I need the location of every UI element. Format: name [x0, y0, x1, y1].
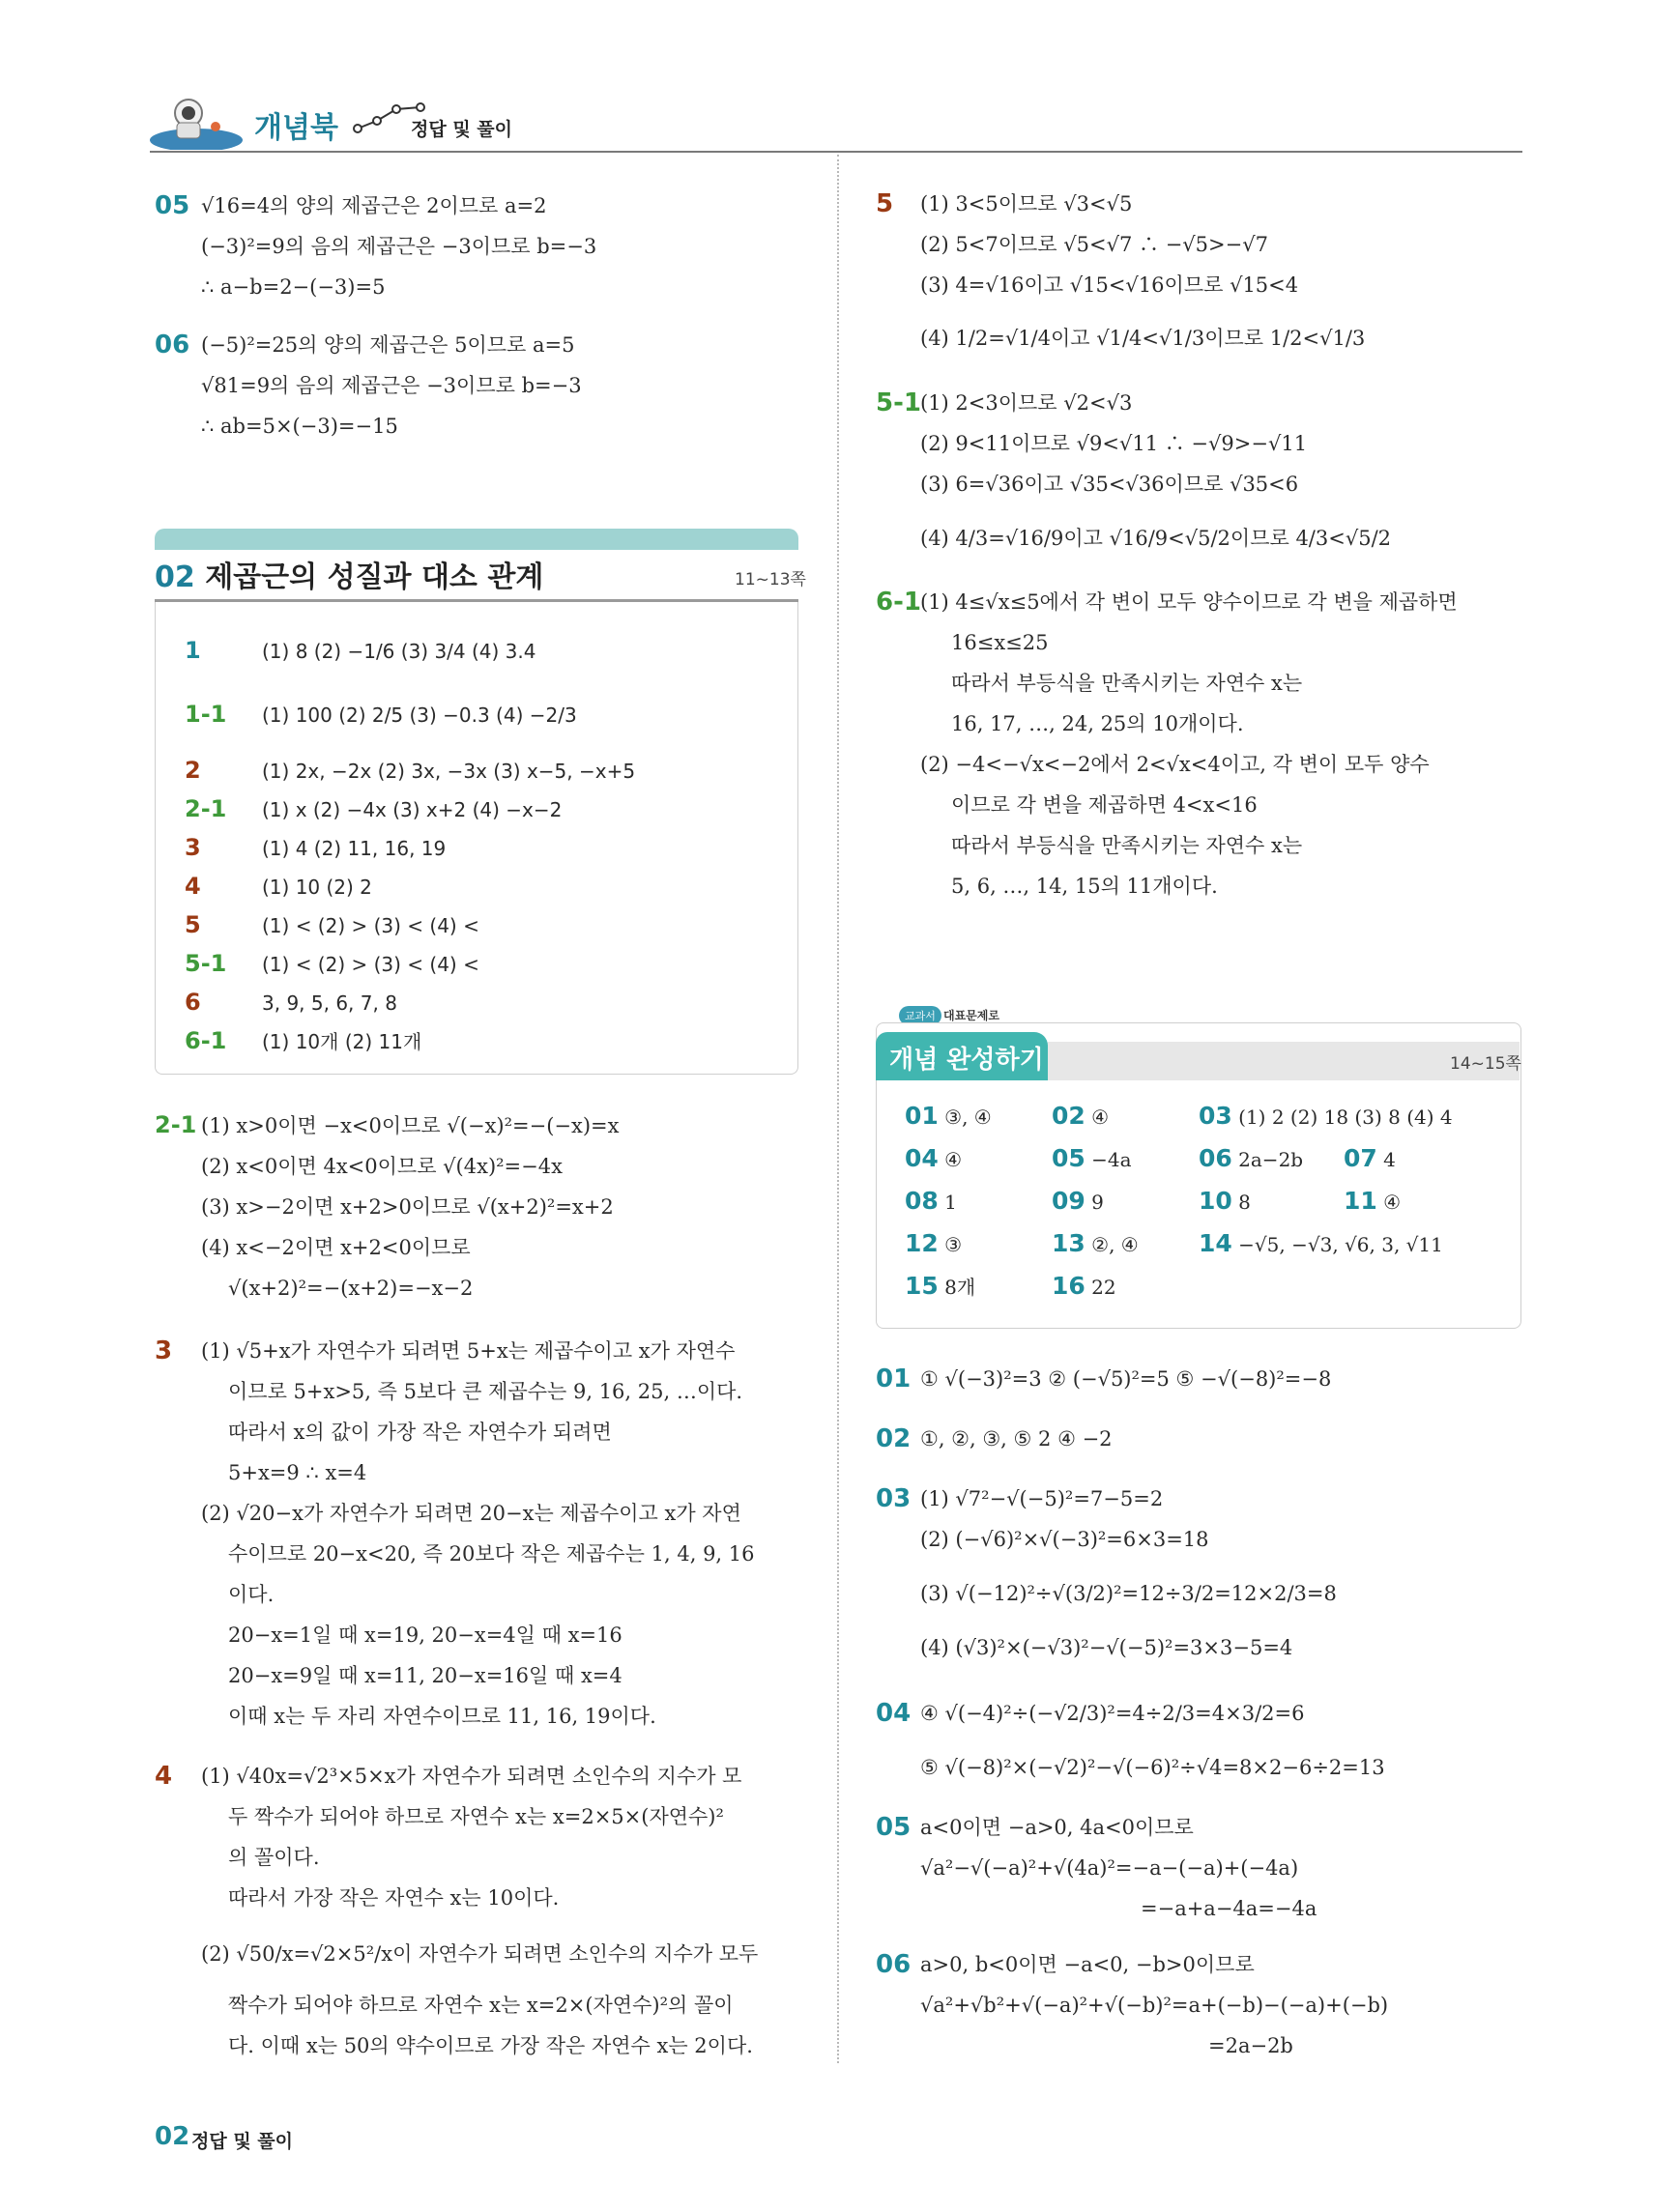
solution-line: 수이므로 20−x<20, 즉 20보다 작은 제곱수는 1, 4, 9, 16: [228, 1542, 755, 1566]
solution-line: (1) √7²−√(−5)²=7−5=2: [920, 1487, 1164, 1510]
solution-line: ∴ a−b=2−(−3)=5: [201, 275, 386, 299]
section-title-text: 제곱근의 성질과 대소 관계: [205, 560, 544, 594]
solution-line: 따라서 부등식을 만족시키는 자연수 x는: [951, 672, 1303, 695]
answer-text: (1) 2x, −2x (2) 3x, −3x (3) x−5, −x+5: [262, 760, 636, 783]
solution-line: 의 꼴이다.: [228, 1846, 320, 1869]
page-number: 02: [155, 2122, 190, 2151]
solution-line: 두 짝수가 되어야 하므로 자연수 x는 x=2×5×(자연수)²: [228, 1805, 724, 1828]
solution-line: √a²−√(−a)²+√(4a)²=−a−(−a)+(−4a): [920, 1856, 1299, 1880]
concept-band: [1048, 1042, 1520, 1080]
solution-line: (3) √(−12)²÷√(3/2)²=12÷3/2=12×2/3=8: [920, 1582, 1337, 1605]
solution-line: (3) 6=√36이고 √35<√36이므로 √35<6: [920, 473, 1299, 496]
concept-answer: 16 22: [1052, 1272, 1116, 1300]
answer-number: 2-1: [185, 795, 227, 822]
section-pages: 11~13쪽: [735, 570, 806, 589]
answer-text: 3, 9, 5, 6, 7, 8: [262, 991, 397, 1015]
solution-number: 5: [876, 189, 894, 218]
solution-line: (4) x<−2이면 x+2<0이므로: [201, 1236, 471, 1259]
solution-line: 20−x=9일 때 x=11, 20−x=16일 때 x=4: [228, 1664, 622, 1687]
answer-number: 3: [185, 834, 201, 861]
solution-line: (2) x<0이면 4x<0이므로 √(4x)²=−4x: [201, 1155, 563, 1178]
concept-answer: 11 ④: [1344, 1187, 1402, 1215]
solution-number: 05: [876, 1813, 912, 1842]
concept-answer: 07 4: [1344, 1144, 1396, 1172]
concept-answer: 09 9: [1052, 1187, 1104, 1215]
solution-line: ①, ②, ③, ⑤ 2 ④ −2: [920, 1427, 1113, 1451]
solution-line: (2) −4<−√x<−2에서 2<√x<4이고, 각 변이 모두 양수: [920, 753, 1430, 776]
section-answer-box: [155, 602, 798, 1075]
solution-line: 이다.: [228, 1583, 275, 1606]
solution-line: 5+x=9 ∴ x=4: [228, 1461, 367, 1484]
solution-number: 4: [155, 1762, 173, 1791]
concept-answer: 03 (1) 2 (2) 18 (3) 8 (4) 4: [1199, 1102, 1453, 1130]
solution-number: 6-1: [876, 588, 921, 617]
solution-line: a<0이면 −a>0, 4a<0이므로: [920, 1816, 1194, 1839]
concept-answer: 05 −4a: [1052, 1144, 1132, 1172]
concept-answer: 08 1: [905, 1187, 957, 1215]
solution-line: (1) 2<3이므로 √2<√3: [920, 391, 1133, 415]
solution-line: ① √(−3)²=3 ② (−√5)²=5 ⑤ −√(−8)²=−8: [920, 1367, 1332, 1391]
solution-line: 따라서 가장 작은 자연수 x는 10이다.: [228, 1886, 560, 1910]
concept-answer: 14 −√5, −√3, √6, 3, √11: [1199, 1229, 1443, 1257]
answer-number: 6-1: [185, 1027, 227, 1054]
concept-answer: 06 2a−2b: [1199, 1144, 1304, 1172]
solution-line: 16, 17, …, 24, 25의 10개이다.: [951, 712, 1244, 735]
answer-text: (1) 100 (2) 2/5 (3) −0.3 (4) −2/3: [262, 704, 577, 727]
solution-number: 5-1: [876, 388, 921, 417]
solution-line: (1) √5+x가 자연수가 되려면 5+x는 제곱수이고 x가 자연수: [201, 1339, 736, 1363]
header-rule: [150, 151, 1522, 153]
answer-text: (1) 8 (2) −1/6 (3) 3/4 (4) 3.4: [262, 640, 536, 663]
solution-line: 따라서 부등식을 만족시키는 자연수 x는: [951, 834, 1303, 857]
solution-line: a>0, b<0이면 −a<0, −b>0이므로: [920, 1953, 1255, 1976]
answer-text: (1) x (2) −4x (3) x+2 (4) −x−2: [262, 798, 563, 821]
answer-number: 5: [185, 911, 201, 938]
solution-line: (2) √50/x=√2×5²/x이 자연수가 되려면 소인수의 지수가 모두: [201, 1942, 759, 1966]
solution-number: 06: [155, 330, 190, 359]
solution-line: 다. 이때 x는 50의 약수이므로 가장 작은 자연수 x는 2이다.: [228, 2034, 753, 2057]
column-divider: [837, 155, 839, 2063]
concept-answer: 15 8개: [905, 1272, 976, 1300]
solution-line: (−5)²=25의 양의 제곱근은 5이므로 a=5: [201, 333, 575, 357]
solution-line: 20−x=1일 때 x=19, 20−x=4일 때 x=16: [228, 1623, 622, 1647]
solution-line: √16=4의 양의 제곱근은 2이므로 a=2: [201, 194, 547, 217]
rep-problem-badge: 대표문제로: [943, 1009, 999, 1022]
answer-number: 2: [185, 757, 201, 784]
answer-number: 1: [185, 637, 201, 664]
concept-answer: 10 8: [1199, 1187, 1251, 1215]
solution-number: 06: [876, 1950, 912, 1979]
solution-number: 03: [876, 1484, 912, 1513]
concept-answer: 04 ④: [905, 1144, 963, 1172]
solution-line: 짝수가 되어야 하므로 자연수 x는 x=2×(자연수)²의 꼴이: [228, 1994, 734, 2017]
solution-line: (−3)²=9의 음의 제곱근은 −3이므로 b=−3: [201, 235, 597, 258]
solution-number: 3: [155, 1336, 173, 1365]
answer-number: 1-1: [185, 701, 227, 728]
solution-line: =2a−2b: [1208, 2034, 1293, 2057]
solution-number: 2-1: [155, 1111, 197, 1138]
solution-line: (2) √20−x가 자연수가 되려면 20−x는 제곱수이고 x가 자연: [201, 1502, 741, 1525]
solution-line: (1) 4≤√x≤5에서 각 변이 모두 양수이므로 각 변을 제곱하면: [920, 590, 1458, 614]
solution-line: (2) 9<11이므로 √9<√11 ∴ −√9>−√11: [920, 432, 1308, 455]
solution-line: (2) 5<7이므로 √5<√7 ∴ −√5>−√7: [920, 233, 1268, 256]
solution-line: (3) 4=√16이고 √15<√16이므로 √15<4: [920, 273, 1299, 297]
answer-text: (1) < (2) > (3) < (4) <: [262, 953, 479, 976]
solution-line: √(x+2)²=−(x+2)=−x−2: [228, 1277, 474, 1300]
solution-line: √a²+√b²+√(−a)²+√(−b)²=a+(−b)−(−a)+(−b): [920, 1994, 1389, 2017]
header-subtitle: 정답 및 풀이: [411, 119, 512, 140]
concept-answer: 02 ④: [1052, 1102, 1110, 1130]
answer-number: 4: [185, 873, 201, 900]
answer-text: (1) 10 (2) 2: [262, 876, 372, 899]
solution-line: (1) x>0이면 −x<0이므로 √(−x)²=−(−x)=x: [201, 1114, 620, 1137]
solution-line: (1) √40x=√2³×5×x가 자연수가 되려면 소인수의 지수가 모: [201, 1765, 742, 1788]
astronaut-logo-icon: [150, 92, 246, 150]
page-header: [150, 92, 1522, 155]
section-number: 02: [155, 560, 195, 594]
solution-line: (1) 3<5이므로 √3<√5: [920, 192, 1133, 215]
solution-line: 16≤x≤25: [951, 631, 1049, 654]
solution-number: 04: [876, 1699, 912, 1728]
concept-title: 개념 완성하기: [889, 1046, 1044, 1075]
textbook-badge: 교과서: [899, 1006, 941, 1025]
solution-line: 따라서 x의 값이 가장 작은 자연수가 되려면: [228, 1421, 612, 1444]
solution-line: (4) 1/2=√1/4이고 √1/4<√1/3이므로 1/2<√1/3: [920, 327, 1366, 350]
answer-text: (1) < (2) > (3) < (4) <: [262, 914, 479, 937]
solution-line: 5, 6, …, 14, 15의 11개이다.: [951, 875, 1218, 898]
solution-number: 01: [876, 1365, 912, 1393]
section-title: [155, 553, 543, 595]
solution-line: (3) x>−2이면 x+2>0이므로 √(x+2)²=x+2: [201, 1195, 614, 1219]
solution-number: 02: [876, 1424, 912, 1453]
answer-text: (1) 4 (2) 11, 16, 19: [262, 837, 447, 860]
solution-number: 05: [155, 191, 190, 220]
answer-number: 6: [185, 989, 201, 1016]
footer-text: 정답 및 풀이: [191, 2131, 293, 2152]
concept-answer: 12 ③: [905, 1229, 963, 1257]
solution-line: ④ √(−4)²÷(−√2/3)²=4÷2/3=4×3/2=6: [920, 1702, 1305, 1725]
solution-line: 이때 x는 두 자리 자연수이므로 11, 16, 19이다.: [228, 1705, 656, 1728]
solution-line: ∴ ab=5×(−3)=−15: [201, 415, 398, 438]
section-band: [155, 529, 798, 550]
solution-line: (2) (−√6)²×√(−3)²=6×3=18: [920, 1528, 1209, 1551]
concept-answer: 01 ③, ④: [905, 1102, 992, 1130]
concept-answer: 13 ②, ④: [1052, 1229, 1139, 1257]
answer-text: (1) 10개 (2) 11개: [262, 1030, 422, 1053]
answer-number: 5-1: [185, 950, 227, 977]
solution-line: (4) 4/3=√16/9이고 √16/9<√5/2이므로 4/3<√5/2: [920, 527, 1392, 550]
solution-line: ⑤ √(−8)²×(−√2)²−√(−6)²÷√4=8×2−6÷2=13: [920, 1756, 1385, 1779]
solution-line: √81=9의 음의 제곱근은 −3이므로 b=−3: [201, 374, 582, 397]
brand-title: 개념북: [254, 111, 338, 145]
solution-line: (4) (√3)²×(−√3)²−√(−5)²=3×3−5=4: [920, 1636, 1293, 1659]
solution-line: 이므로 5+x>5, 즉 5보다 큰 제곱수는 9, 16, 25, …이다.: [228, 1380, 743, 1403]
solution-line: 이므로 각 변을 제곱하면 4<x<16: [951, 793, 1258, 817]
concept-pages: 14~15쪽: [1450, 1054, 1521, 1074]
solution-line: =−a+a−4a=−4a: [1141, 1897, 1317, 1920]
